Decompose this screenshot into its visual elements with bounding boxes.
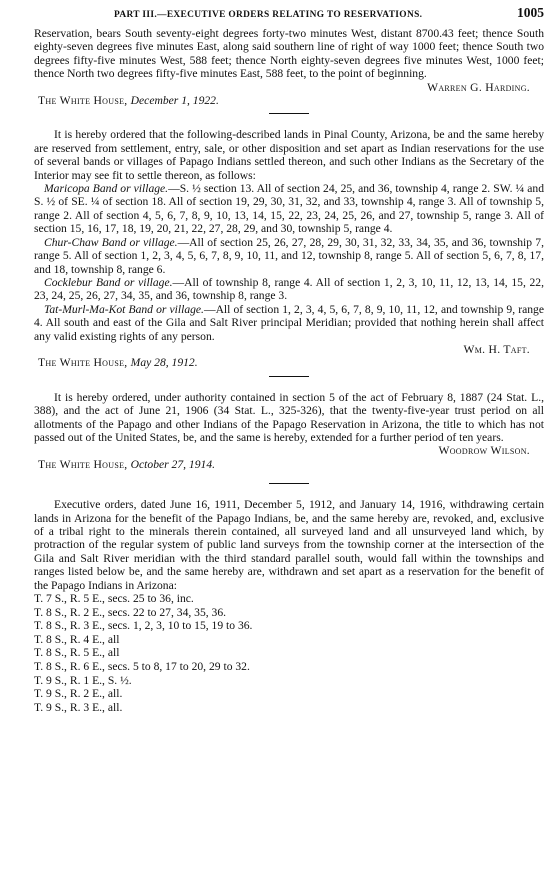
section3-date: October 27, 1914. — [130, 457, 216, 471]
section2-place: The White House, — [38, 356, 128, 370]
tract-item: T. 7 S., R. 5 E., secs. 25 to 36, inc. — [34, 592, 194, 606]
tract-item: T. 8 S., R. 4 E., all — [34, 632, 120, 646]
band-text: —All of section 25, 26, 27, 28, 29, 30, 31, 32, 33, 34, 35, and 36, township 7, range 5. All of section 1, 2, 3, 4, 5, 6, 7, 8, 9, 10, 11, and 12, township 8, range 5. All of section 5, 6, 7, 8, 17, and 18, township 8, range 6. — [34, 235, 544, 276]
tract-item: T. 9 S., R. 3 E., all. — [34, 700, 123, 714]
section2-intro: It is hereby ordered that the following-described lands in Pinal County, Arizona, be and the same hereby are reserved from settlement, entry, sale, or other disposition and set apart as Indian reservations for the use of several bands or villages of Papago Indians settled thereon, and such other Indians as the Secretary of the Interior may see fit to settle thereon, as follows: — [34, 128, 544, 182]
section4-paragraph: Executive orders, dated June 16, 1911, December 5, 1912, and January 14, 1916, withdrawing certain lands in Arizona for the benefit of the Papago Indians, be, and the same hereby are, revoked, and, exclusive of a tribal right to the minerals therein contained, all surveyed land and all unsurveyed land which, by protraction of the regular system of public land surveys from the township corner at the intersection of the Gila and Salt River meridian with the third standard parallel south, would fall within the townships and ranges listed below be, and the same hereby are, withdrawn and set apart as a reservation for the benefit of the Papago Indians in Arizona: — [34, 498, 544, 592]
tract-item: T. 8 S., R. 3 E., secs. 1, 2, 3, 10 to 15, 19 to 36. — [34, 619, 253, 633]
band-text: —All of township 8, range 4. All of section 1, 2, 3, 10, 11, 12, 13, 14, 15, 22, 23, 24, 25, 26, 27, 34, 35, and 36, township 8, range 3. — [34, 275, 545, 303]
band-paragraph — [34, 182, 544, 236]
section1-paragraph: Reservation, bears South seventy-eight degrees forty-two minutes West, distant 8700.43 feet; thence South eighty-seven degrees five minutes East, along said southern line of right of way 1000 feet; thence South two degrees fifty-five minutes West, 588 feet; thence North eighty-seven degrees five minutes West, 1000 feet; thence North two degrees fifty-five minutes East, 588 feet, to the point of beginning. — [34, 27, 544, 81]
section1-place: The White House, — [38, 94, 128, 108]
tract-item: T. 8 S., R. 2 E., secs. 22 to 27, 34, 35, 36. — [34, 605, 227, 619]
band-text: —All of section 1, 2, 3, 4, 5, 6, 7, 8, 9, 10, 11, 12, and township 9, range 4. All south and east of the Gila and Salt River principal Meridian; provided that nothing herein shall affect any valid existing rights of any person. — [34, 302, 544, 343]
band-name: Chur-Chaw Band or village. — [44, 235, 178, 249]
band-name: Maricopa Band or village. — [44, 182, 169, 196]
tract-item: T. 8 S., R. 6 E., secs. 5 to 8, 17 to 20, 29 to 32. — [34, 660, 250, 673]
section1-dateline — [38, 94, 544, 107]
band-text: —S. ½ section 13. All of section 24, 25, and 36, township 4, range 2. SW. ¼ and S. ½ of SE. ¼ of section 18. All of section 19, 29, 30, 31, 32, and 33, township 4, range 3. All of township 5, range 2. All of section 4, 5, 6, 7, 8, 9, 10, 13, 14, 15, 22, 23, 24, 25, 26, and 27, township 5, range 3. All of section 15, 16, 17, 18, 19, 20, 21, 22, 27, 28, 29, and 30, township 5, range 4. — [34, 182, 544, 236]
section1-signature: Warren G. Harding. — [427, 80, 530, 94]
band-paragraph — [34, 303, 544, 343]
section3-signature: Woodrow Wilson. — [438, 444, 530, 458]
page-header — [34, 7, 544, 27]
tract-item: T. 8 S., R. 5 E., all — [34, 646, 120, 660]
page-number: 1005 — [517, 5, 544, 20]
band-paragraph — [34, 276, 544, 303]
section1-date: December 1, 1922. — [130, 94, 219, 108]
band-paragraph — [34, 236, 544, 276]
band-name: Tat-Murl-Ma-Kot Band or village. — [44, 302, 204, 316]
tract-list — [34, 592, 544, 714]
tract-item: T. 9 S., R. 1 E., S. ½. — [34, 673, 132, 687]
section2-date: May 28, 1912. — [130, 356, 198, 370]
section3-dateline — [38, 458, 544, 471]
band-name: Cocklebur Band or village. — [44, 275, 173, 289]
section3-paragraph: It is hereby ordered, under authority contained in section 5 of the act of February 8, 1887 (24 Stat. L., 388), and the act of June 21, 1906 (34 Stat. L., 325-326), that the twenty-five-year trust period on all allotments of the Papago and other Indians of the Papago Reservation in Arizona, the title to which has not passed out of the United States, be, and the same is hereby, extended for a further period of ten years. — [34, 390, 544, 444]
section3-place: The White House, — [38, 457, 128, 471]
running-header-title: PART III.—EXECUTIVE ORDERS RELATING TO RESERVATIONS. — [114, 10, 423, 20]
section2-dateline — [38, 356, 544, 369]
section2-signature: Wm. H. Taft. — [463, 342, 530, 356]
tract-item: T. 9 S., R. 2 E., all. — [34, 687, 123, 701]
